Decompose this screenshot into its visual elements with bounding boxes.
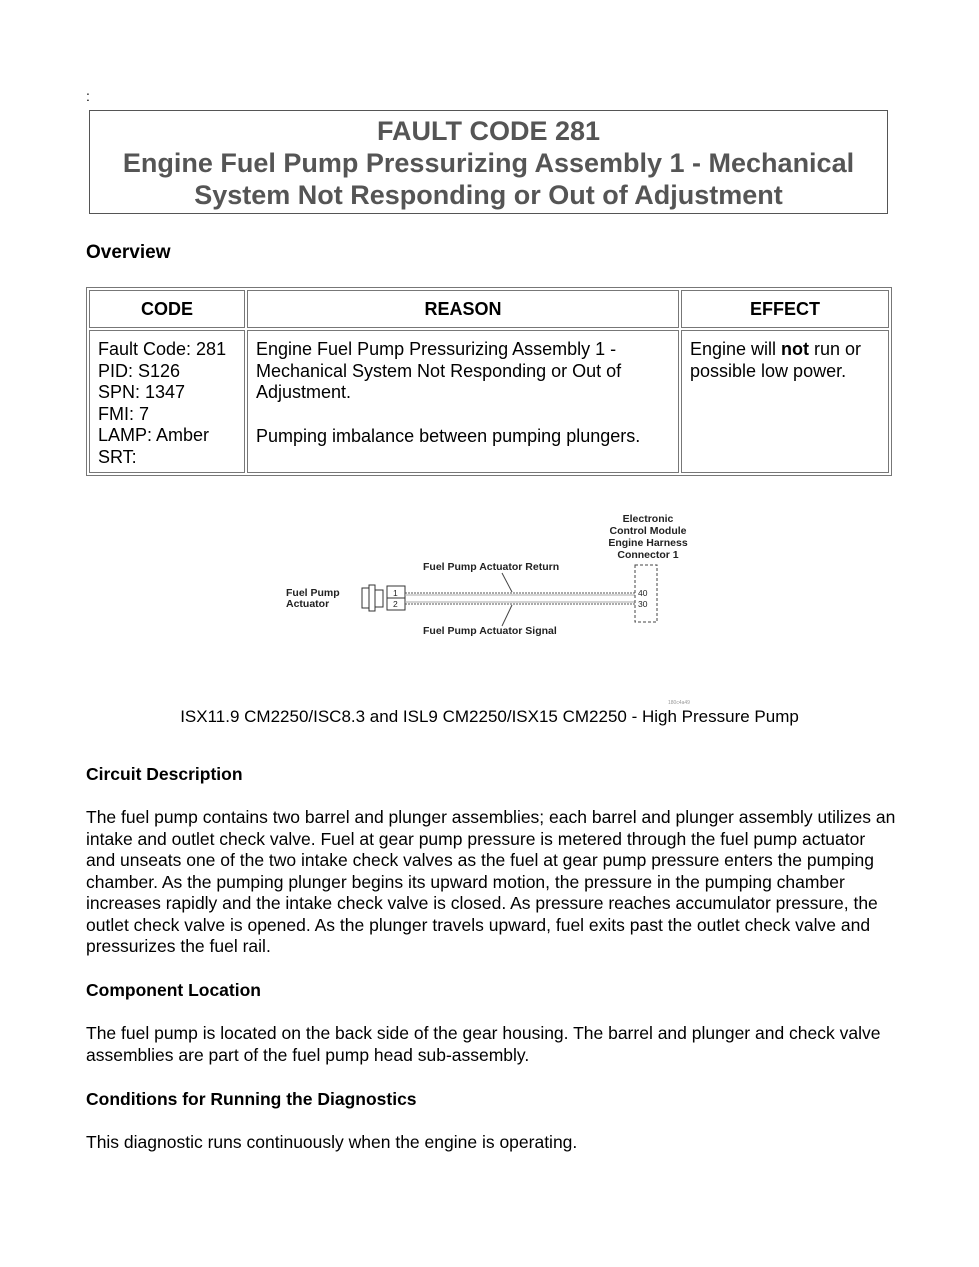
header-effect: EFFECT xyxy=(681,290,889,328)
header-code: CODE xyxy=(89,290,245,328)
title-box xyxy=(89,110,888,214)
pin-30: 30 xyxy=(638,599,648,609)
code-cell xyxy=(89,330,245,473)
reason-cell xyxy=(247,330,679,473)
code-line: FMI: 7 xyxy=(98,403,150,424)
code-line: SPN: 1347 xyxy=(98,382,186,402)
colon-mark: : xyxy=(86,88,90,104)
return-label: Fuel Pump Actuator Return xyxy=(423,561,560,573)
ecm-label-3: Engine Harness xyxy=(608,537,688,549)
circuit-description-heading: Circuit Description xyxy=(86,764,243,784)
code-line: PID: S126 xyxy=(98,360,181,381)
actuator-label-1: Fuel Pump xyxy=(286,587,340,599)
actuator-label-2: Actuator xyxy=(286,598,330,610)
pin-40: 40 xyxy=(638,588,648,598)
table-header-row xyxy=(89,290,889,328)
reason-text: Engine Fuel Pump Pressurizing Assembly 1 - Mechanical System Not Responding or Out of Adjustment. xyxy=(256,339,622,402)
overview-heading: Overview xyxy=(86,242,171,263)
figure-caption: ISX11.9 CM2250/ISC8.3 and ISL9 CM2250/ISX15 CM2250 - High Pressure Pump xyxy=(180,707,799,726)
reason-text-2: Pumping imbalance between pumping plungers. xyxy=(256,425,641,446)
fault-title-line-1: Engine Fuel Pump Pressurizing Assembly 1 - Mechanical xyxy=(122,148,855,178)
signal-label: Fuel Pump Actuator Signal xyxy=(423,625,557,637)
label-leaders xyxy=(502,573,512,626)
ecm-label-1: Electronic xyxy=(622,513,674,525)
code-line: Fault Code: 281 xyxy=(98,339,227,359)
component-location-heading: Component Location xyxy=(86,980,261,1000)
actuator-connector-icon xyxy=(362,585,405,611)
fault-table xyxy=(86,287,892,476)
wiring-diagram xyxy=(280,505,720,710)
pin-1: 1 xyxy=(393,588,398,598)
effect-emphasis: not xyxy=(781,339,810,359)
code-line: SRT: xyxy=(98,446,137,467)
conditions-heading: Conditions for Running the Diagnostics xyxy=(86,1089,417,1109)
component-location-text: The fuel pump is located on the back side of the gear housing. The barrel and plunger and check valve assemblies are part of the fuel pump head sub-assembly. xyxy=(86,1023,881,1065)
effect-cell xyxy=(681,330,889,473)
conditions-text: This diagnostic runs continuously when the engine is operating. xyxy=(86,1132,578,1152)
header-reason: REASON xyxy=(247,290,679,328)
figure-id: 180c4a49 xyxy=(668,700,690,706)
harness-wires xyxy=(405,593,635,604)
pin-2: 2 xyxy=(393,599,398,609)
ecm-label-4: Connector 1 xyxy=(617,549,679,561)
fault-code-title: FAULT CODE 281 xyxy=(376,116,601,146)
table-row xyxy=(89,330,889,473)
circuit-description-text: The fuel pump contains two barrel and plunger assemblies; each barrel and plunger assembly utilizes an intake and outlet check valve. Fuel at gear pump pressure is metered through the fuel pump actuator and unseats one of the two intake check valves as the fuel at gear pump pressure enters the pumping chamber. As the pumping plunger begins its upward motion, the pressure in the pumping chamber increases rapidly and the intake check valve is closed. As pressure reaches accumulator pressure, the outlet check valve is opened. As the plunger travels upward, fuel exits past the outlet check valve and pressurizes the fuel rail. xyxy=(86,807,896,956)
fault-title-line-2: System Not Responding or Out of Adjustment xyxy=(194,180,783,210)
code-line: LAMP: Amber xyxy=(98,425,210,445)
effect-text: Engine will xyxy=(690,339,782,359)
effect-text-end: run or possible low power. xyxy=(690,339,862,381)
ecm-label-2: Control Module xyxy=(609,525,687,537)
